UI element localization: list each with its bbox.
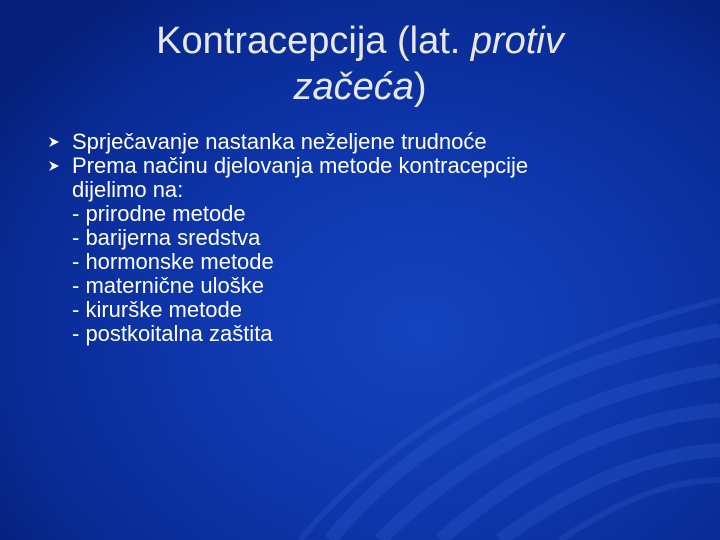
arrowhead-bullet-icon: [48, 160, 60, 172]
slide-content: [48, 130, 688, 346]
sub-item: - postkoitalna zaštita: [72, 321, 273, 346]
title-close-paren: ): [413, 66, 427, 108]
title-italic-zaceca: začeća: [293, 66, 414, 108]
bullet-text: Sprječavanje nastanka neželjene trudnoće: [72, 129, 487, 154]
sub-item: - barijerna sredstva: [72, 225, 261, 250]
sub-item: - prirodne metode: [72, 201, 246, 226]
sub-item: - hormonske metode: [72, 249, 274, 274]
title-italic-protiv: protiv: [470, 20, 564, 62]
bullet-item: [48, 154, 688, 202]
slide-title: [60, 18, 660, 110]
bullet-item: [48, 130, 688, 154]
bullet-text: Prema načinu djelovanja metode kontracepcije: [72, 153, 529, 178]
bullet-continuation: dijelimo na:: [72, 177, 184, 202]
title-text: Kontracepcija (lat.: [156, 20, 471, 62]
sub-item: - kirurške metode: [72, 297, 242, 322]
arrowhead-bullet-icon: [48, 136, 60, 148]
sub-item: - maternične uloške: [72, 273, 264, 298]
